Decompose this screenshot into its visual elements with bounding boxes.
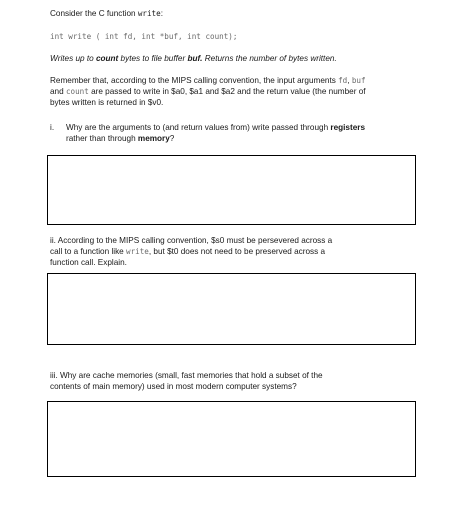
convention-line-1 <box>50 76 430 87</box>
convention-line-2 <box>50 87 430 98</box>
question-2-line-3: function call. Explain. <box>50 257 127 267</box>
question-1-bold-memory: memory <box>137 133 170 143</box>
question-1-text <box>66 123 426 145</box>
question-1-line-2a: rather than through <box>66 133 138 143</box>
question-1-line-1 <box>66 123 426 134</box>
question-1-line-1a: Why are the arguments to (and return values from) write passed through <box>66 123 331 132</box>
convention-code-buf: buf <box>351 76 366 85</box>
question-1-number: i. <box>50 123 55 132</box>
convention-line-3: bytes written is returned in $v0. <box>50 97 164 107</box>
convention-paragraph <box>50 76 430 108</box>
convention-text-1: Remember that, according to the MIPS calling convention, the input arguments <box>50 76 339 85</box>
question-2-line-2a: call to a function like <box>50 246 127 256</box>
intro-suffix: : <box>160 9 163 18</box>
function-description <box>50 54 337 65</box>
question-1-line-2 <box>66 134 426 145</box>
intro-text: Consider the C function <box>50 9 138 18</box>
function-signature: int write ( int fd, int *buf, int count); <box>50 32 238 41</box>
question-1-line-2c: ? <box>169 133 175 143</box>
description-part1: Writes up to <box>50 54 96 63</box>
convention-text-4: are passed to write in $a0, $a1 and $a2 and the return value (the number of <box>88 86 366 96</box>
description-bold-buf: buf. <box>187 54 203 63</box>
convention-code-fd: fd <box>338 76 348 85</box>
question-3-line-1: iii. Why are cache memories (small, fast memories that hold a subset of the <box>50 371 323 380</box>
convention-text-2: , <box>347 76 352 85</box>
question-2-line-1: ii. According to the MIPS calling convention, $s0 must be persevered across a <box>50 236 333 245</box>
intro-line <box>50 9 163 20</box>
question-2-text <box>50 236 430 268</box>
convention-text-3: and <box>50 86 66 96</box>
question-2-line-2 <box>50 247 430 258</box>
question-2-code-write: write <box>126 246 149 256</box>
question-3-line-2: contents of main memory) used in most modern computer systems? <box>50 381 297 391</box>
description-part3: Returns the number of bytes written. <box>202 54 337 63</box>
answer-box-1[interactable] <box>47 155 416 225</box>
convention-code-count: count <box>65 86 89 96</box>
answer-box-2[interactable] <box>47 273 416 345</box>
description-part2: bytes to file buffer <box>118 54 188 63</box>
question-3-text <box>50 371 430 393</box>
description-bold-count: count <box>95 54 119 63</box>
answer-box-3[interactable] <box>47 401 416 477</box>
intro-code: write <box>137 9 161 18</box>
question-2-line-2b: , but $t0 does not need to be preserved across a <box>148 246 326 256</box>
question-1-bold-registers: registers <box>330 123 365 132</box>
